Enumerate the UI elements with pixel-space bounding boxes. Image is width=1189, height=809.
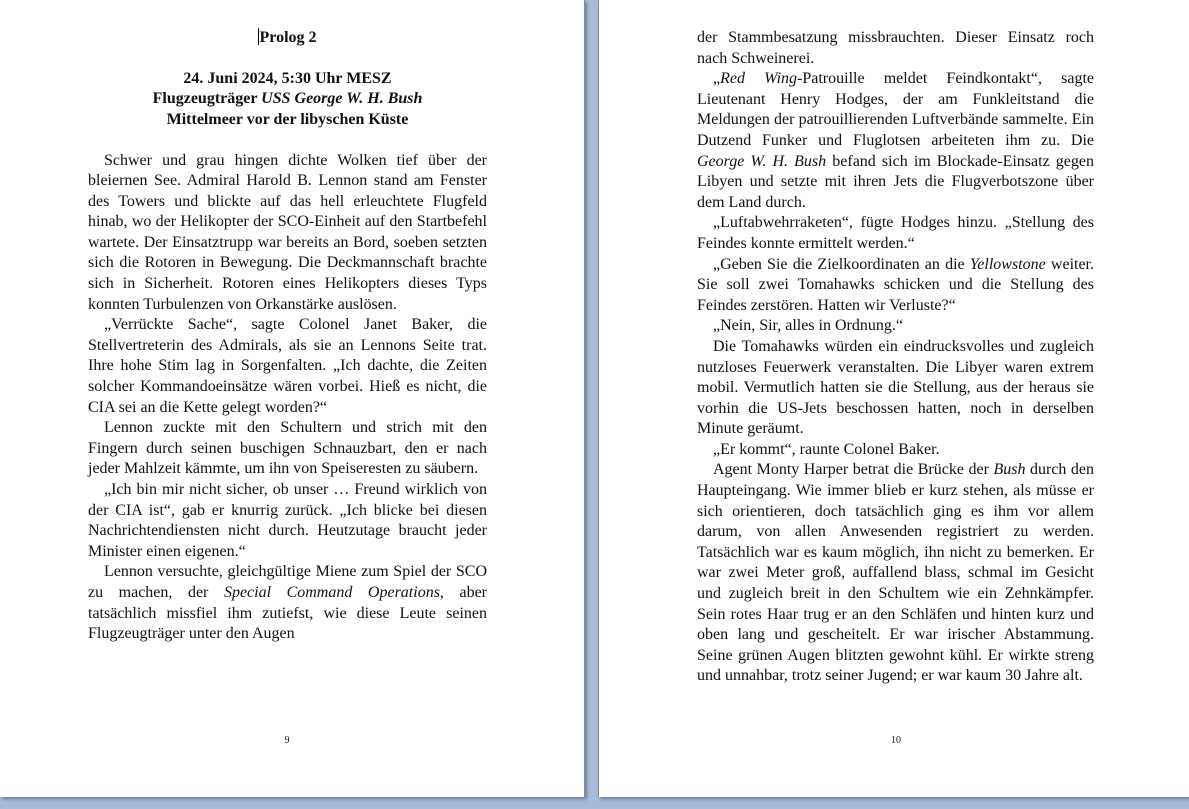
paragraph-italic: Red Wing [720,70,798,88]
paragraph-italic: Special Command Operations [223,583,440,601]
page-gutter [585,0,598,809]
paragraph-italic: Bush [993,461,1026,479]
paragraph: „Verrückte Sache“, sagte Colonel Janet Baker, die Stellvertreterin des Admirals, als sie an Lennons Seite trat. Ihre hohe Stim lag in Sorgenfalten. „Ich dachte, die Zeiten solcher Kommandoeinsätze wären vorbei. Hieß es nicht, die CIA sei an die Kette gelegt worden?“ [88,316,487,416]
paragraph-text: „Geben Sie die Zielkoordinaten an die [713,255,970,273]
paragraph: „Er kommt“, raunte Colonel Baker. [713,440,940,458]
paragraph-text: , aber tatsächlich missfiel ihm zutiefst, wie diese Leute seinen Flugzeugträger unter den Augen [88,583,488,643]
paragraph [697,460,1094,687]
chapter-title [88,28,487,49]
paragraph-italic: George W. H. Bush [697,152,827,170]
paragraph: „Luftabwehrraketen“, fügte Hodges hinzu. „Stellung des Feindes konnte ermittelt werden.“ [697,214,1094,252]
ship-name: USS George W. H. Bush [261,90,423,108]
paragraph [697,255,1094,317]
page-number: 9 [284,735,290,746]
paragraph: Die Tomahawks würden ein eindrucksvolles und zugleich nutzloses Feuerwerk veranstalten. Die Libyer waren extrem mobil. Vermutlich hatten sie die Stellung, aus der heraus sie vorhin die US-Jets beschossen hatten, noch in derselben Minute geräumt. [697,337,1094,438]
document-page-left[interactable] [0,0,585,797]
paragraph [88,562,487,644]
scene-heading [88,69,487,131]
paragraph-text: Lennon versuchte, gleichgültige Miene zum Spiel der SCO zu machen, der [88,563,487,601]
paragraph: Schwer und grau hingen dichte Wolken tief über der bleiernen See. Admiral Harold B. Lennon stand am Fenster des Towers und blickte auf das hell erleuchtete Flugfeld hinab, wo der Helikopter der SCO-Einheit auf den Startbefehl wartete. Der Einsatztrupp war bereits an Bord, soeben setzten sich die Rotoren in Bewegung. Die Deckmannschaft brachte sich in Sicherheit. Rotoren eines Helikopters dieses Typs konnten Turbulenzen von Orkanstärke auslösen. [88,151,487,313]
scene-date: 24. Juni 2024, 5:30 Uhr MESZ [183,69,392,87]
ship-label: Flugzeugträger [152,90,262,108]
paragraph-text: Agent Monty Harper betrat die Brücke der [713,461,994,479]
page-number: 10 [891,735,901,746]
body-text-left[interactable] [88,151,487,645]
paragraph-text: weiter. Sie soll zwei Tomahawks schicken und die Stellung des Feindes zerstören. Hatten wir Verluste?“ [697,255,1095,314]
paragraph: „Nein, Sir, alles in Ordnung.“ [713,317,903,335]
scene-location-ship [88,89,487,110]
paragraph-text: durch den Haupteingang. Wie immer blieb er kurz stehen, als müsse er sich orientieren, doch tatsächlich ging es ihm vor allem darum, von allen Anwesenden registriert zu werden. Tatsächlich war es kaum möglich, ihn nicht zu bemerken. Er war zwei Meter groß, auffallend blass, schmal im Gesicht und zugleich breit in den Schultem wie ein Zehnkämpfer. Sein rotes Haar trug er an den Schläfen und hinten kurz und oben lang und gescheitelt. Er war irischer Abstammung. Seine grünen Augen blitzten gewohnt kühl. Er wirkte streng und unnahbar, trotz seiner Jugend; er war kaum 30 Jahre alt. [697,461,1095,685]
document-page-right[interactable] [598,0,1189,797]
paragraph: Lennon zuckte mit den Schultern und strich mit den Fingern durch seinen buschigen Schnauzbart, den er nach jeder Mahlzeit kämmte, um ihn von Speiseresten zu säubern. [88,419,487,478]
scene-location-sea: Mittelmeer vor der libyschen Küste [166,110,409,128]
chapter-title-text: Prolog 2 [259,29,317,46]
paragraph-text: -Patrouille meldet Feindkontakt“, sagte Lieutenant Henry Hodges, der am Funkleitstand die Meldungen der patrouillierenden Luftverbände sammelte. Ein Dutzend Funker und Fluglotsen arbeiteten ihm zu. Die [697,70,1094,149]
paragraph [697,69,1094,213]
paragraph-text: „ [713,70,721,88]
body-text-right[interactable] [697,28,1094,687]
paragraph-italic: Yellowstone [969,255,1046,273]
workspace-bottom [0,797,1189,809]
paragraph-text: befand sich im Blockade-Einsatz gegen Libyen und setzte mit ihren Jets die Flugverbotszone über dem Land durch. [697,152,1094,211]
paragraph: der Stammbesatzung missbrauchten. Dieser Einsatz roch nach Schweinerei. [697,29,1094,67]
paragraph: „Ich bin mir nicht sicher, ob unser … Freund wirklich von der CIA ist“, gab er knurrig zurück. „Ich blicke bei diesen Nachrichtendiensten nicht durch. Heutzutage braucht jeder Minister einen eigenen.“ [88,481,487,560]
